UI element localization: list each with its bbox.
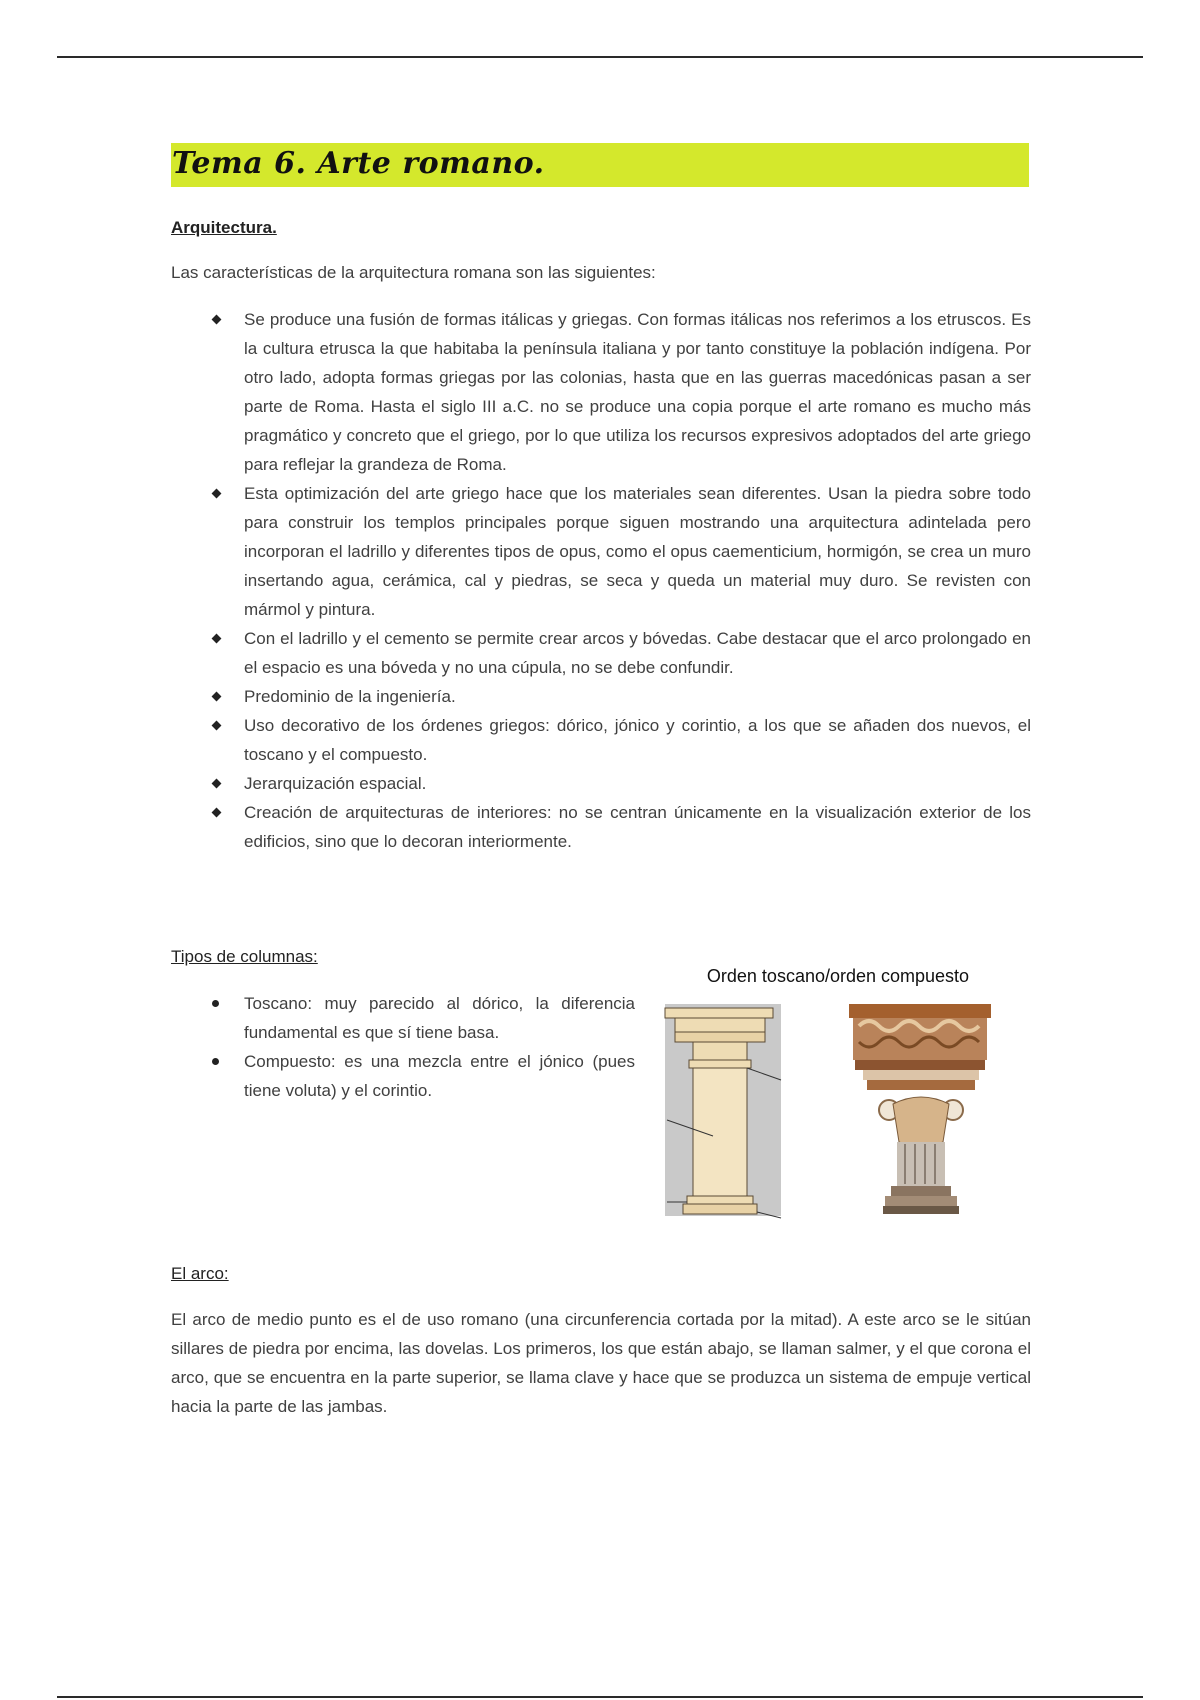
list-item: Con el ladrillo y el cemento se permite crear arcos y bóvedas. Cabe destacar que el arco prolongado en el espacio es una bóveda y no una cúpula, no se debe confundir. [171, 624, 1031, 682]
page-title: Tema 6. Arte romano. [172, 146, 545, 181]
list-item: Jerarquización espacial. [171, 769, 1031, 798]
list-item: Uso decorativo de los órdenes griegos: dórico, jónico y corintio, a los que se añaden dos nuevos, el toscano y el compuesto. [171, 711, 1031, 769]
column-types-list [171, 989, 635, 1105]
section-heading-columnas: Tipos de columnas: [171, 947, 318, 966]
list-item: Toscano: muy parecido al dórico, la diferencia fundamental es que sí tiene basa. [171, 989, 635, 1047]
top-rule [57, 56, 1143, 58]
diamond-bullet-icon [212, 721, 222, 731]
diamond-bullet-icon [212, 634, 222, 644]
characteristics-list [171, 305, 1031, 856]
diamond-bullet-icon [212, 315, 222, 325]
diamond-bullet-icon [212, 779, 222, 789]
list-item: Compuesto: es una mezcla entre el jónico (pues tiene voluta) y el corintio. [171, 1047, 635, 1105]
list-item: Creación de arquitecturas de interiores: no se centran únicamente en la visualización exterior de los edificios, sino que lo decoran interiormente. [171, 798, 1031, 856]
column-illustration [653, 940, 1023, 1232]
composite-column-icon [849, 1004, 991, 1214]
column-orders-figure [653, 940, 1023, 1232]
disc-bullet-icon [212, 1058, 219, 1065]
disc-bullet-icon [212, 1000, 219, 1007]
arco-paragraph: El arco de medio punto es el de uso romano (una circunferencia cortada por la mitad). A este arco se le sitúan sillares de piedra por encima, las dovelas. Los primeros, los que están abajo, se llaman salmer, y el que corona el arco, que se encuentra en la parte superior, se llama clave y hace que se produzca un sistema de empuje vertical hacia la parte de las jambas. [171, 1310, 1031, 1416]
diamond-bullet-icon [212, 489, 222, 499]
figure-caption: Orden toscano/orden compuesto [706, 966, 970, 986]
list-item: Se produce una fusión de formas itálicas y griegas. Con formas itálicas nos referimos a los etruscos. Es la cultura etrusca la que habitaba la península italiana y por tanto constituye la población indígena. Por otro lado, adopta formas griegas por las colonias, hasta que en las guerras macedónicas pasan a ser parte de Roma. Hasta el siglo III a.C. no se produce una copia porque el arte romano es mucho más pragmático y concreto que el griego, por lo que utiliza los recursos expresivos adoptados del arte griego para reflejar la grandeza de Roma. [171, 305, 1031, 479]
tuscan-column-icon [665, 1004, 781, 1218]
bottom-rule [57, 1696, 1143, 1698]
diamond-bullet-icon [212, 808, 222, 818]
intro-paragraph: Las características de la arquitectura romana son las siguientes: [171, 263, 656, 282]
diamond-bullet-icon [212, 692, 222, 702]
section-heading-arquitectura: Arquitectura. [171, 218, 277, 237]
section-heading-arco: El arco: [171, 1264, 229, 1283]
list-item: Predominio de la ingeniería. [171, 682, 1031, 711]
list-item: Esta optimización del arte griego hace que los materiales sean diferentes. Usan la piedra sobre todo para construir los templos principales porque siguen mostrando una arquitectura adintelada pero incorporan el ladrillo y diferentes tipos de opus, como el opus caementicium, hormigón, se crea un muro insertando agua, cerámica, cal y piedras, se seca y queda un material muy duro. Se revisten con mármol y pintura. [171, 479, 1031, 624]
